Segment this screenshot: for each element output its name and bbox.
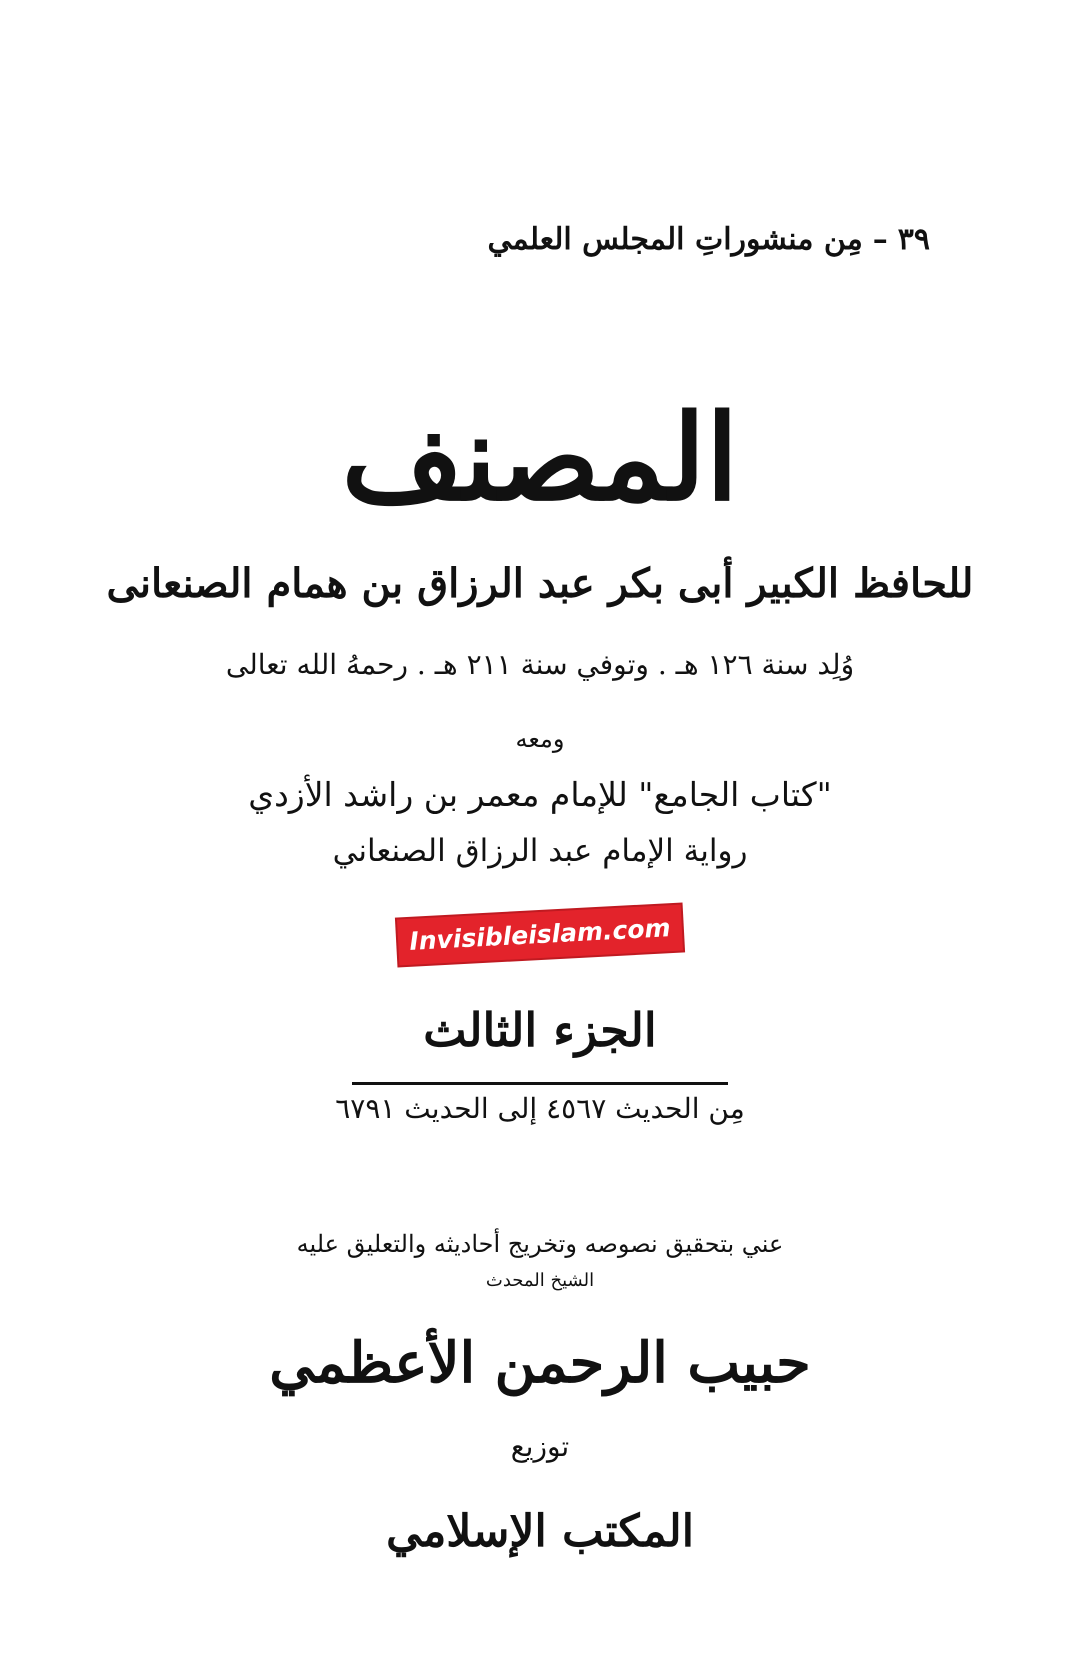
watermark-badge: Invisibleislam.com [397, 905, 683, 966]
editor-name: حبيب الرحمن الأعظمي [269, 1330, 811, 1396]
editor-role: الشيخ المحدث [485, 1270, 595, 1291]
book-title: المصنف [341, 388, 739, 527]
hadith-range: مِن الحديث ٤٥٦٧ إلى الحديث ٦٧٩١ [335, 1092, 745, 1125]
with-label: ومعه [515, 725, 565, 753]
series-number: ٣٩ [897, 222, 930, 257]
divider-rule [352, 1082, 728, 1085]
author-dates: وُلِد سنة ١٢٦ هـ . وتوفي سنة ٢١١ هـ . رحمهُ الله تعالى [225, 648, 855, 681]
series-label: مِن منشوراتِ المجلس العلمي [487, 222, 863, 257]
series-dash: – [872, 222, 888, 257]
distribution-label: توزيع [510, 1430, 570, 1463]
series-line [487, 222, 930, 257]
publisher-name: المكتب الإسلامي [386, 1506, 694, 1557]
included-book: "كتاب الجامع" للإمام معمر بن راشد الأزدي [248, 775, 832, 814]
author-line: للحافظ الكبير أبى بكر عبد الرزاق بن همام الصنعانى [106, 560, 974, 607]
volume-title: الجزء الثالث [423, 1003, 657, 1057]
editor-intro: عني بتحقيق نصوصه وتخريج أحاديثه والتعليق عليه [296, 1230, 784, 1258]
narration-line: رواية الإمام عبد الرزاق الصنعاني [332, 833, 748, 869]
